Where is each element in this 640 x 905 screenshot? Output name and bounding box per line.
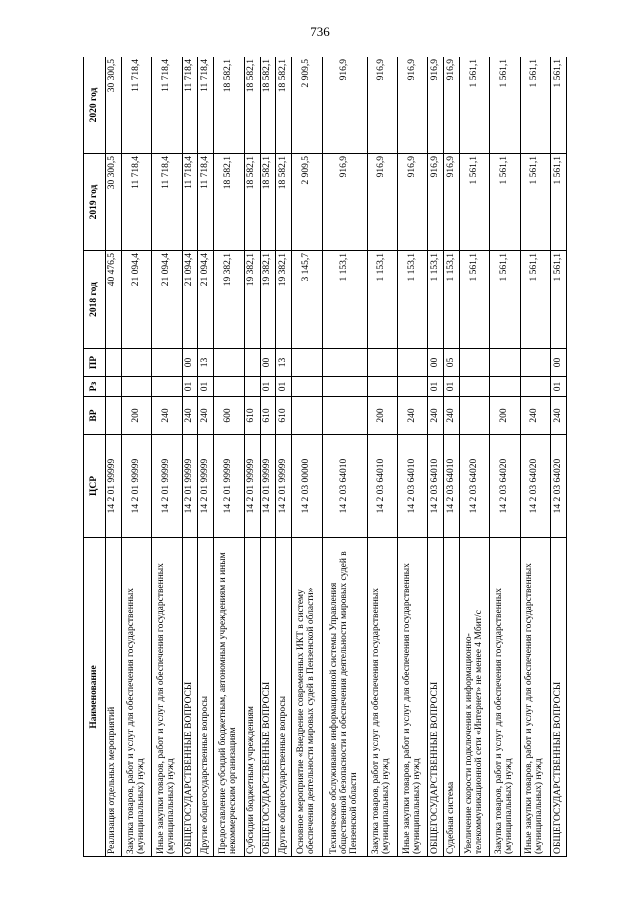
cell-name: Субсидии бюджетным учреждениям	[244, 538, 260, 857]
table-row	[121, 57, 151, 857]
cell-vr: 610	[260, 397, 276, 435]
cell-name: ОБЩЕГОСУДАРСТВЕННЫЕ ВОПРОСЫ	[428, 538, 444, 857]
cell-rz: 01	[198, 377, 214, 397]
cell-pr: 00	[260, 349, 276, 377]
cell-2018: 1 561,1	[459, 251, 489, 349]
table-row	[276, 57, 292, 857]
cell-2019: 18 582,1	[276, 154, 292, 251]
cell-vr	[106, 397, 122, 435]
cell-name: Увеличение скорости подключения к информационно-телекоммуникационной сети «Интернет» не менее 4 Мбит/с	[459, 538, 489, 857]
cell-rz	[322, 377, 367, 397]
cell-vr	[459, 397, 489, 435]
cell-2019: 18 582,1	[214, 154, 244, 251]
cell-2018: 1 153,1	[444, 251, 460, 349]
cell-2020: 11 718,4	[182, 57, 198, 154]
cell-vr: 200	[490, 397, 520, 435]
cell-2020: 916,9	[428, 57, 444, 154]
cell-vr: 240	[198, 397, 214, 435]
cell-2020: 1 561,1	[520, 57, 550, 154]
cell-csr: 14 2 03 64010	[367, 435, 397, 538]
table-row	[292, 57, 322, 857]
cell-2018: 1 153,1	[322, 251, 367, 349]
cell-name: Иные закупки товаров, работ и услуг для обеспечения государственных (муниципальных) нужд	[520, 538, 550, 857]
cell-vr: 200	[367, 397, 397, 435]
cell-name: Техническое обслуживание информационной системы Управления общественной безопасности и обеспечения деятельности мировых судей в Пензенской области	[322, 538, 367, 857]
cell-vr	[292, 397, 322, 435]
cell-2020: 30 300,5	[106, 57, 122, 154]
table-row	[459, 57, 489, 857]
cell-2018: 21 094,4	[182, 251, 198, 349]
header-rz: Рз	[84, 377, 106, 397]
cell-2019: 1 561,1	[459, 154, 489, 251]
cell-rz: 01	[182, 377, 198, 397]
table-row	[198, 57, 214, 857]
cell-csr: 14 2 03 64020	[551, 435, 567, 538]
header-2019: 2019 год	[84, 154, 106, 251]
cell-rz	[152, 377, 182, 397]
cell-2019: 18 582,1	[260, 154, 276, 251]
table-header	[84, 57, 106, 857]
cell-pr	[152, 349, 182, 377]
cell-csr: 14 2 03 64010	[444, 435, 460, 538]
cell-rz	[459, 377, 489, 397]
table-row	[214, 57, 244, 857]
cell-2018: 1 153,1	[428, 251, 444, 349]
cell-name: Судебная система	[444, 538, 460, 857]
cell-csr: 14 2 03 00000	[292, 435, 322, 538]
cell-2018: 21 094,4	[198, 251, 214, 349]
cell-vr: 240	[444, 397, 460, 435]
cell-name: Закупка товаров, работ и услуг для обеспечения государственных (муниципальных) нужд	[367, 538, 397, 857]
cell-2018: 1 153,1	[397, 251, 427, 349]
cell-2019: 2 909,5	[292, 154, 322, 251]
header-2018: 2018 год	[84, 251, 106, 349]
table-row	[490, 57, 520, 857]
cell-name: Основное мероприятие «Внедрение современных ИКТ в систему обеспечения деятельности мировых судей в Пензенской области»	[292, 538, 322, 857]
cell-2020: 18 582,1	[276, 57, 292, 154]
cell-pr	[292, 349, 322, 377]
cell-name: Закупка товаров, работ и услуг для обеспечения государственных (муниципальных) нужд	[490, 538, 520, 857]
table-row	[244, 57, 260, 857]
table-row	[551, 57, 567, 857]
cell-rz	[292, 377, 322, 397]
cell-rz: 01	[551, 377, 567, 397]
cell-pr	[459, 349, 489, 377]
cell-2019: 11 718,4	[121, 154, 151, 251]
cell-2019: 11 718,4	[182, 154, 198, 251]
cell-2020: 11 718,4	[198, 57, 214, 154]
cell-vr: 240	[397, 397, 427, 435]
cell-rz	[397, 377, 427, 397]
cell-2019: 916,9	[367, 154, 397, 251]
cell-csr: 14 2 01 99999	[214, 435, 244, 538]
cell-2020: 1 561,1	[459, 57, 489, 154]
cell-2019: 18 582,1	[244, 154, 260, 251]
cell-2020: 916,9	[367, 57, 397, 154]
cell-vr: 240	[152, 397, 182, 435]
cell-pr: 00	[182, 349, 198, 377]
cell-rz	[244, 377, 260, 397]
cell-2018: 19 382,1	[276, 251, 292, 349]
cell-2019: 11 718,4	[198, 154, 214, 251]
cell-2018: 1 561,1	[520, 251, 550, 349]
table-row	[106, 57, 122, 857]
cell-2019: 1 561,1	[490, 154, 520, 251]
cell-rz	[214, 377, 244, 397]
header-csr: ЦСР	[84, 435, 106, 538]
cell-csr: 14 2 01 99999	[198, 435, 214, 538]
cell-rz	[490, 377, 520, 397]
cell-csr: 14 2 03 64010	[428, 435, 444, 538]
cell-csr: 14 2 03 64020	[459, 435, 489, 538]
cell-vr: 240	[551, 397, 567, 435]
cell-2020: 916,9	[397, 57, 427, 154]
page-number: 736	[310, 24, 330, 39]
cell-csr: 14 2 01 99999	[244, 435, 260, 538]
cell-rz	[106, 377, 122, 397]
cell-2018: 19 382,1	[260, 251, 276, 349]
cell-rz: 01	[444, 377, 460, 397]
cell-2020: 1 561,1	[490, 57, 520, 154]
cell-2019: 916,9	[322, 154, 367, 251]
cell-pr	[397, 349, 427, 377]
cell-name: Предоставление субсидий бюджетным, автономным учреждениям и иным некоммерческим организациям	[214, 538, 244, 857]
cell-vr: 240	[182, 397, 198, 435]
cell-pr: 13	[276, 349, 292, 377]
cell-name: Закупка товаров, работ и услуг для обеспечения государственных (муниципальных) нужд	[121, 538, 151, 857]
cell-2019: 1 561,1	[551, 154, 567, 251]
cell-vr: 600	[214, 397, 244, 435]
cell-csr: 14 2 03 64010	[322, 435, 367, 538]
cell-2018: 19 382,1	[244, 251, 260, 349]
cell-2020: 2 909,5	[292, 57, 322, 154]
cell-csr: 14 2 01 99999	[152, 435, 182, 538]
header-name: Наименование	[84, 538, 106, 857]
cell-2018: 1 153,1	[367, 251, 397, 349]
cell-name: ОБЩЕГОСУДАРСТВЕННЫЕ ВОПРОСЫ	[260, 538, 276, 857]
table-row	[322, 57, 367, 857]
cell-2018: 40 476,5	[106, 251, 122, 349]
header-2020: 2020 год	[84, 57, 106, 154]
cell-name: Иные закупки товаров, работ и услуг для обеспечения государственных (муниципальных) нужд	[152, 538, 182, 857]
cell-csr: 14 2 01 99999	[121, 435, 151, 538]
header-pr: ПР	[84, 349, 106, 377]
cell-2020: 18 582,1	[214, 57, 244, 154]
header-row	[84, 57, 106, 857]
cell-vr: 200	[121, 397, 151, 435]
cell-vr: 240	[520, 397, 550, 435]
cell-rz: 01	[428, 377, 444, 397]
table-body	[106, 57, 567, 857]
cell-name: Другие общегосударственные вопросы	[276, 538, 292, 857]
cell-vr: 610	[244, 397, 260, 435]
table-row	[520, 57, 550, 857]
table-row	[367, 57, 397, 857]
cell-vr	[322, 397, 367, 435]
cell-2018: 3 145,7	[292, 251, 322, 349]
cell-rz	[367, 377, 397, 397]
cell-2019: 916,9	[428, 154, 444, 251]
cell-rz: 01	[276, 377, 292, 397]
cell-name: ОБЩЕГОСУДАРСТВЕННЫЕ ВОПРОСЫ	[182, 538, 198, 857]
cell-pr	[106, 349, 122, 377]
cell-2019: 916,9	[397, 154, 427, 251]
cell-pr	[490, 349, 520, 377]
table-row	[152, 57, 182, 857]
cell-2018: 21 094,4	[121, 251, 151, 349]
cell-name: Реализация отдельных мероприятий	[106, 538, 122, 857]
cell-2018: 1 561,1	[490, 251, 520, 349]
cell-vr: 240	[428, 397, 444, 435]
cell-pr	[121, 349, 151, 377]
cell-csr: 14 2 01 99999	[182, 435, 198, 538]
cell-csr: 14 2 03 64020	[490, 435, 520, 538]
cell-rz: 01	[260, 377, 276, 397]
cell-2019: 11 718,4	[152, 154, 182, 251]
cell-pr: 00	[428, 349, 444, 377]
cell-csr: 14 2 01 99999	[260, 435, 276, 538]
cell-rz	[520, 377, 550, 397]
cell-2020: 18 582,1	[244, 57, 260, 154]
cell-2018: 21 094,4	[152, 251, 182, 349]
cell-pr: 13	[198, 349, 214, 377]
cell-2020: 916,9	[444, 57, 460, 154]
cell-2019: 1 561,1	[520, 154, 550, 251]
cell-pr	[322, 349, 367, 377]
cell-pr: 00	[551, 349, 567, 377]
cell-csr: 14 2 03 64020	[520, 435, 550, 538]
cell-2020: 11 718,4	[121, 57, 151, 154]
table-row	[428, 57, 444, 857]
cell-pr	[244, 349, 260, 377]
cell-2020: 1 561,1	[551, 57, 567, 154]
cell-csr: 14 2 03 64010	[397, 435, 427, 538]
table-row	[182, 57, 198, 857]
cell-2020: 916,9	[322, 57, 367, 154]
cell-pr	[367, 349, 397, 377]
cell-2018: 1 561,1	[551, 251, 567, 349]
cell-2020: 18 582,1	[260, 57, 276, 154]
cell-2020: 11 718,4	[152, 57, 182, 154]
cell-pr	[214, 349, 244, 377]
table-row	[260, 57, 276, 857]
cell-name: Другие общегосударственные вопросы	[198, 538, 214, 857]
cell-csr: 14 2 01 99999	[276, 435, 292, 538]
cell-2019: 916,9	[444, 154, 460, 251]
rotated-table-frame	[83, 57, 567, 857]
rotated-table-container	[83, 57, 567, 857]
table-row	[444, 57, 460, 857]
cell-vr: 610	[276, 397, 292, 435]
cell-rz	[121, 377, 151, 397]
cell-pr	[520, 349, 550, 377]
table-row	[397, 57, 427, 857]
cell-2018: 19 382,1	[214, 251, 244, 349]
cell-csr: 14 2 01 99999	[106, 435, 122, 538]
header-vr: ВР	[84, 397, 106, 435]
cell-name: Иные закупки товаров, работ и услуг для обеспечения государственных (муниципальных) нужд	[397, 538, 427, 857]
cell-2019: 30 300,5	[106, 154, 122, 251]
budget-table	[83, 57, 567, 857]
cell-pr: 05	[444, 349, 460, 377]
cell-name: ОБЩЕГОСУДАРСТВЕННЫЕ ВОПРОСЫ	[551, 538, 567, 857]
